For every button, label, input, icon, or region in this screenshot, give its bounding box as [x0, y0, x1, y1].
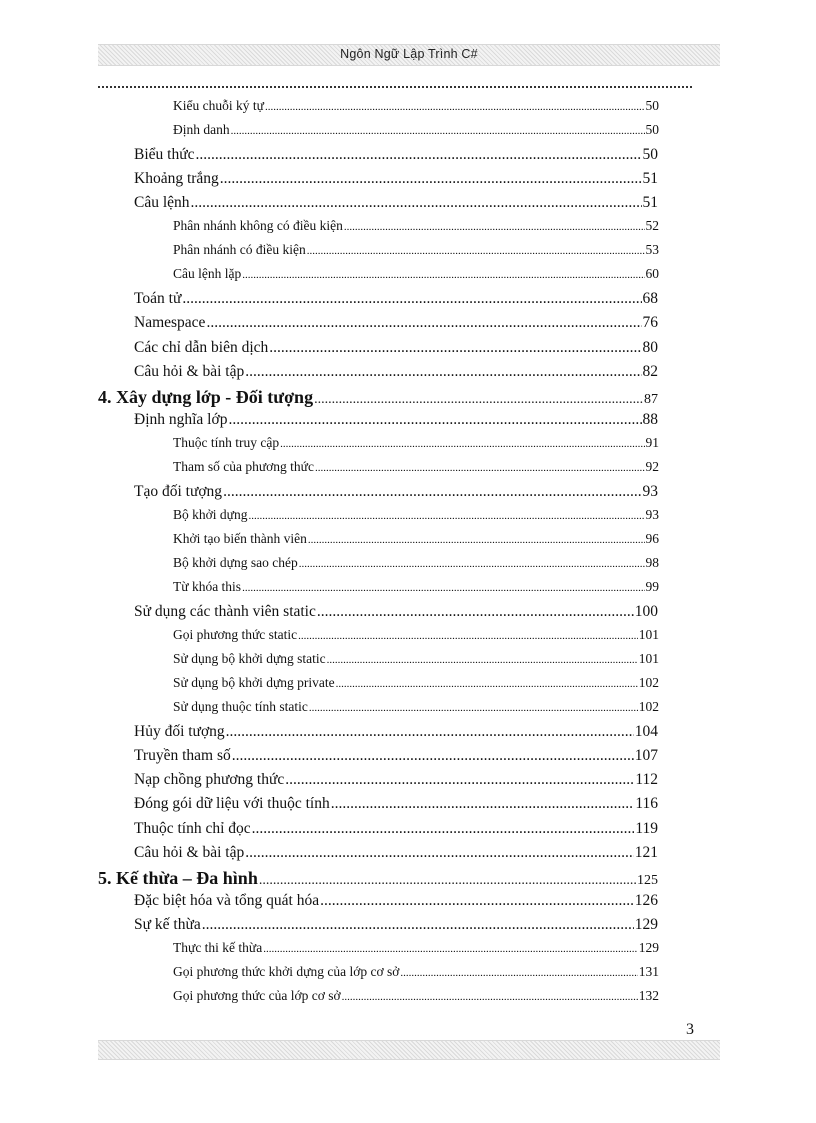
toc-entry-page: 51: [642, 194, 658, 212]
toc-entry-title: Câu hỏi & bài tập: [134, 362, 245, 380]
toc-entry-page: 129: [638, 939, 659, 955]
toc-leader-dots: [342, 991, 638, 1003]
toc-entry-page: 101: [638, 651, 659, 667]
toc-subsection-entry: [173, 459, 659, 475]
toc-leader-dots: [245, 363, 641, 381]
toc-entry-title: Tham số của phương thức: [173, 458, 314, 474]
toc-entry-title: Khoảng trắng: [134, 170, 219, 188]
toc-subsection-entry: [173, 579, 659, 595]
toc-entry-page: 132: [638, 987, 659, 1003]
toc-entry-page: 96: [645, 530, 659, 546]
toc-entry-page: 119: [635, 819, 658, 837]
toc-subsection-entry: [173, 651, 659, 667]
toc-entry-title: Sự kế thừa: [134, 915, 201, 933]
toc-entry-title: Gọi phương thức của lớp cơ sở: [173, 987, 341, 1003]
toc-section-entry: [134, 146, 658, 164]
toc-leader-dots: [242, 269, 644, 281]
toc-subsection-entry: [173, 988, 659, 1004]
toc-leader-dots: [299, 558, 645, 570]
toc-section-entry: [134, 892, 658, 910]
toc-section-entry: [134, 483, 658, 501]
toc-entry-page: 101: [638, 627, 659, 643]
toc-section-entry: [134, 411, 658, 429]
toc-leader-dots: [314, 392, 643, 408]
toc-leader-dots: [263, 943, 638, 955]
toc-leader-dots: [232, 747, 634, 765]
toc-leader-dots: [182, 290, 641, 308]
running-header: [98, 44, 720, 66]
toc-entry-title: Sử dụng bộ khởi dựng static: [173, 651, 326, 667]
toc-leader-dots: [285, 771, 634, 789]
toc-entry-page: 53: [645, 242, 659, 258]
toc-entry-title: Sử dụng các thành viên static: [134, 603, 316, 621]
toc-entry-title: Từ khóa this: [173, 579, 242, 594]
toc-entry-title: Phân nhánh không có điều kiện: [173, 218, 343, 234]
toc-entry-title: Định danh: [173, 122, 230, 138]
toc-section-entry: [134, 771, 658, 789]
toc-subsection-entry: [173, 627, 659, 643]
toc-section-entry: [134, 603, 658, 621]
toc-entry-title: Toán tử: [134, 290, 182, 308]
header-title: Ngôn Ngữ Lập Trình C#: [340, 47, 478, 61]
toc-leader-dots: [336, 678, 638, 690]
toc-subsection-entry: [173, 675, 659, 691]
toc-entry-page: 102: [638, 675, 659, 691]
toc-leader-dots: [196, 146, 642, 164]
toc-entry-page: 88: [642, 410, 658, 428]
toc-chapter-entry: [98, 868, 658, 889]
toc-subsection-entry: [173, 242, 659, 258]
toc-entry-title: Gọi phương thức static: [173, 627, 298, 643]
toc-section-entry: [134, 363, 658, 381]
toc-entry-page: 50: [645, 98, 659, 113]
toc-leader-dots: [245, 844, 634, 862]
toc-entry-page: 100: [634, 603, 658, 621]
toc-entry-title: Sử dụng bộ khởi dựng private: [173, 675, 335, 691]
toc-entry-title: Tạo đối tượng: [134, 482, 223, 500]
toc-subsection-entry: [173, 435, 659, 451]
toc-leader-dots: [344, 221, 645, 233]
toc-subsection-entry: [173, 699, 659, 715]
toc-leader-dots: [248, 510, 644, 522]
toc-section-entry: [134, 820, 658, 838]
toc-section-entry: [134, 339, 658, 357]
toc-leader-dots: [307, 245, 645, 257]
toc-subsection-entry: [173, 98, 659, 114]
toc-entry-page: 131: [638, 963, 659, 979]
toc-entry-title: Thuộc tính chỉ đọc: [134, 819, 251, 837]
toc-entry-title: Bộ khởi dựng: [173, 506, 248, 522]
toc-entry-page: 82: [642, 362, 658, 380]
toc-section-entry: [134, 844, 658, 862]
toc-leader-dots: [315, 462, 645, 474]
toc-section-entry: [134, 916, 658, 934]
toc-leader-dots: [206, 314, 641, 332]
footer-band: [98, 1040, 720, 1060]
toc-entry-title: Câu hỏi & bài tập: [134, 843, 245, 861]
toc-leader-dots: [317, 603, 634, 621]
toc-entry-title: Đóng gói dữ liệu với thuộc tính: [134, 795, 330, 813]
toc-entry-title: Các chỉ dẫn biên dịch: [134, 338, 269, 356]
toc-leader-dots: [191, 194, 642, 212]
toc-leader-dots: [242, 582, 644, 594]
toc-leader-dots: [308, 534, 645, 546]
toc-entry-title: 5. Kế thừa – Đa hình: [98, 867, 258, 888]
toc-leader-dots: [400, 967, 637, 979]
toc-leader-dots: [331, 795, 635, 813]
toc-leader-dots: [269, 339, 641, 357]
toc-entry-title: Câu lệnh lặp: [173, 266, 242, 282]
toc-entry-page: 125: [637, 872, 658, 888]
toc-entry-title: Gọi phương thức khởi dựng của lớp cơ sở: [173, 963, 400, 979]
toc-section-entry: [134, 290, 658, 308]
toc-subsection-entry: [173, 531, 659, 547]
toc-section-entry: [134, 314, 658, 332]
toc-subsection-entry: [173, 964, 659, 980]
toc-entry-title: Thuộc tính truy cập: [173, 434, 280, 450]
toc-leader-dots: [228, 411, 641, 429]
toc-entry-page: 91: [645, 434, 659, 450]
toc-entry-page: 50: [645, 122, 659, 138]
toc-leader-dots: [259, 873, 636, 889]
toc-entry-page: 129: [634, 915, 658, 933]
toc-entry-page: 68: [642, 290, 658, 308]
toc-entry-title: Đặc biệt hóa và tổng quát hóa: [134, 891, 320, 909]
toc-entry-title: Thực thi kế thừa: [173, 939, 263, 955]
toc-leader-dots: [223, 483, 641, 501]
toc-leader-dots: [298, 630, 638, 642]
toc-entry-title: 4. Xây dựng lớp - Đối tượng: [98, 386, 314, 407]
toc-entry-page: 116: [635, 795, 658, 813]
toc-entry-page: 107: [634, 747, 658, 765]
toc-entry-page: 112: [635, 771, 658, 789]
toc-entry-page: 60: [645, 266, 659, 282]
toc-section-entry: [134, 747, 658, 765]
toc-entry-page: 98: [645, 554, 659, 570]
toc-entry-page: 93: [645, 506, 659, 522]
toc-leader-dots: [202, 916, 634, 934]
toc-chapter-entry: [98, 387, 658, 408]
toc-leader-dots: [220, 170, 642, 188]
toc-entry-page: 92: [645, 458, 659, 474]
toc-entry-page: 104: [634, 723, 658, 741]
toc-entry-page: 126: [634, 891, 658, 909]
toc-leader-dots: [226, 723, 634, 741]
toc-entry-title: Hủy đối tượng: [134, 723, 225, 741]
toc-entry-page: 80: [642, 338, 658, 356]
page-number: 3: [686, 1021, 694, 1038]
toc-subsection-entry: [173, 218, 659, 234]
toc-section-entry: [134, 795, 658, 813]
toc-leader-dots: [309, 702, 638, 714]
toc-entry-page: 102: [638, 699, 659, 715]
toc-leader-dots: [252, 820, 635, 838]
toc-entry-page: 93: [642, 482, 658, 500]
header-dotted-rule: [98, 86, 692, 88]
toc-entry-page: 99: [645, 579, 659, 594]
toc-entry-title: Sử dụng thuộc tính static: [173, 699, 308, 715]
toc-entry-title: Kiểu chuỗi ký tự: [173, 98, 264, 113]
toc-entry-title: Định nghĩa lớp: [134, 410, 228, 428]
toc-leader-dots: [280, 438, 644, 450]
toc-entry-title: Phân nhánh có điều kiện: [173, 242, 306, 258]
toc-entry-page: 76: [642, 314, 658, 332]
toc-leader-dots: [327, 654, 638, 666]
toc-entry-page: 87: [644, 391, 658, 407]
toc-subsection-entry: [173, 122, 659, 138]
toc-entry-title: Bộ khởi dựng sao chép: [173, 554, 298, 570]
toc-entry-page: 121: [634, 843, 658, 861]
toc-section-entry: [134, 723, 658, 741]
toc-entry-title: Truyền tham số: [134, 747, 231, 765]
toc-entry-title: Namespace: [134, 314, 206, 332]
toc-entry-page: 52: [645, 218, 659, 234]
toc-subsection-entry: [173, 555, 659, 571]
toc-leader-dots: [320, 892, 634, 910]
toc-subsection-entry: [173, 940, 659, 956]
toc-subsection-entry: [173, 266, 659, 282]
toc-section-entry: [134, 194, 658, 212]
toc-entry-title: Biểu thức: [134, 146, 195, 164]
toc-entry-title: Nạp chồng phương thức: [134, 771, 285, 789]
toc-leader-dots: [231, 125, 645, 137]
toc-entry-page: 51: [642, 170, 658, 188]
toc-entry-page: 50: [642, 146, 658, 164]
toc-entry-title: Khởi tạo biến thành viên: [173, 530, 307, 546]
toc-section-entry: [134, 170, 658, 188]
toc-entry-title: Câu lệnh: [134, 194, 190, 212]
toc-subsection-entry: [173, 507, 659, 523]
toc-leader-dots: [265, 101, 645, 113]
